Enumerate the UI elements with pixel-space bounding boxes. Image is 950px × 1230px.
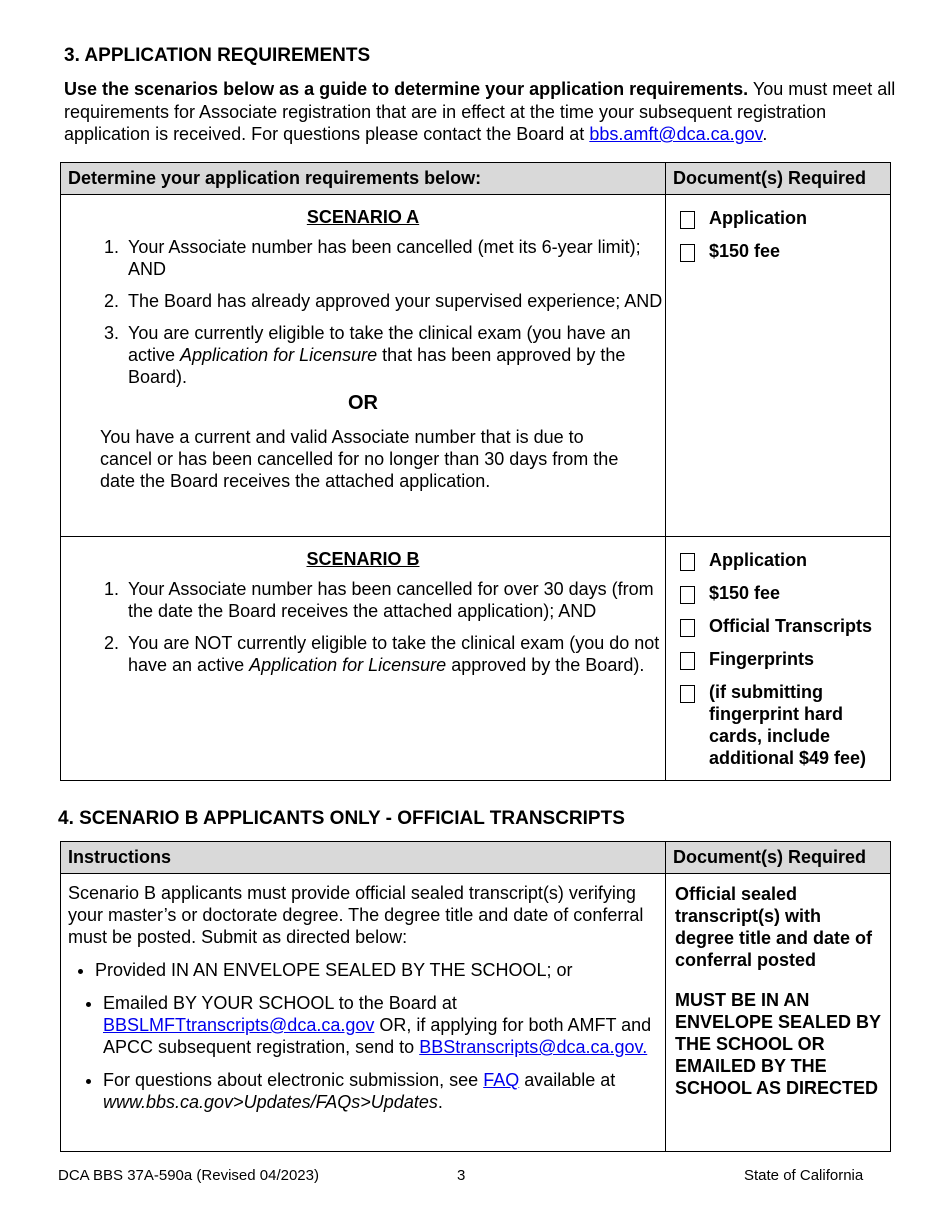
instructions-paragraph: Scenario B applicants must provide official sealed transcript(s) verifying your master’s or doctorate degree. The degree title and date of conferral must be posted. Submit as directed below: xyxy=(68,883,644,947)
checkbox-hard-card-fee[interactable]: (if submitting fingerprint hard cards, include additional $49 fee) xyxy=(678,681,880,769)
scenario-b-item-2: 2. You are NOT currently eligible to take the clinical exam (you do not have an active Application for Licensure approved by the Board). xyxy=(124,632,664,676)
checkbox-icon[interactable] xyxy=(680,619,695,637)
scenario-a-item-3: 3. You are currently eligible to take the clinical exam (you have an active Application for Licensure that has been approved by the Board). xyxy=(124,322,664,388)
required-transcripts: Official sealed transcript(s) with degree title and date of conferral posted xyxy=(675,884,873,970)
page-number: 3 xyxy=(457,1167,466,1184)
scenario-a-alternative: You have a current and valid Associate number that is due to cancel or has been cancelled for no longer than 30 days from the date the Board receives the attached application. xyxy=(100,427,619,491)
scenario-a-row xyxy=(61,195,891,537)
requirements-table xyxy=(60,162,891,781)
checkbox-icon[interactable] xyxy=(680,244,695,262)
intro-end: . xyxy=(762,124,768,144)
checkbox-fee-b[interactable]: $150 fee xyxy=(678,582,880,604)
board-email-link[interactable]: bbs.amft@dca.ca.gov xyxy=(589,124,763,144)
lmft-transcripts-email-link[interactable]: BBSLMFTtranscripts@dca.ca.gov xyxy=(103,1015,375,1035)
transcripts-table xyxy=(60,841,891,1152)
checkbox-application-b[interactable]: Application xyxy=(678,549,880,571)
scenario-a-item-1: 1. Your Associate number has been cancelled (met its 6-year limit); AND xyxy=(124,236,664,280)
col-header-documents: Document(s) Required xyxy=(666,163,891,195)
scenario-b-item-1: 1. Your Associate number has been cancelled for over 30 days (from the date the Board receives the attached application); AND xyxy=(124,578,664,622)
intro-bold: Use the scenarios below as a guide to determine your application requirements. xyxy=(64,79,749,99)
section-3-intro xyxy=(64,78,910,146)
checkbox-icon[interactable] xyxy=(680,586,695,604)
checkbox-icon[interactable] xyxy=(680,211,695,229)
section-3-heading: 3. APPLICATION REQUIREMENTS xyxy=(64,45,371,66)
checkbox-application-a[interactable]: Application xyxy=(678,207,880,229)
section-4-heading: 4. SCENARIO B APPLICANTS ONLY - OFFICIAL TRANSCRIPTS xyxy=(58,808,625,829)
col-header-documents: Document(s) Required xyxy=(666,842,891,874)
checkbox-transcripts[interactable]: Official Transcripts xyxy=(678,615,880,637)
col-header-instructions: Instructions xyxy=(61,842,666,874)
bullet-envelope: • Provided IN AN ENVELOPE SEALED BY THE SCHOOL; or xyxy=(95,959,657,981)
bullet-faq: • For questions about electronic submission, see FAQ available at www.bbs.ca.gov>Updates/FAQs>Updates. xyxy=(103,1069,657,1113)
checkbox-icon[interactable] xyxy=(680,685,695,703)
footer-state: State of California xyxy=(744,1167,864,1184)
faq-link[interactable]: FAQ xyxy=(483,1070,520,1090)
scenario-a-title: SCENARIO A xyxy=(306,207,420,227)
form-number: DCA BBS 37A-590a (Revised 04/2023) xyxy=(58,1167,319,1184)
scenario-a-item-2: 2. The Board has already approved your supervised experience; AND xyxy=(124,290,664,312)
or-divider: OR xyxy=(348,392,378,414)
checkbox-fee-a[interactable]: $150 fee xyxy=(678,240,880,262)
checkbox-icon[interactable] xyxy=(680,652,695,670)
col-header-requirements: Determine your application requirements below: xyxy=(61,163,666,195)
bullet-email: • Emailed BY YOUR SCHOOL to the Board at BBSLMFTtranscripts@dca.ca.gov OR, if applying for both AMFT and APCC subsequent registration, send to BBStranscripts@dca.ca.gov. xyxy=(103,992,657,1058)
intro-text: You must meet all requirements for Associate registration that are in effect at the time your subsequent registration application is received. For questions please contact the Board at xyxy=(64,79,896,144)
transcripts-email-link[interactable]: BBStranscripts@dca.ca.gov. xyxy=(419,1037,648,1057)
scenario-b-row xyxy=(61,537,891,781)
scenario-b-title: SCENARIO B xyxy=(306,549,420,569)
checkbox-fingerprints[interactable]: Fingerprints xyxy=(678,648,880,670)
checkbox-icon[interactable] xyxy=(680,553,695,571)
required-delivery-method: MUST BE IN AN ENVELOPE SEALED BY THE SCHOOL OR EMAILED BY THE SCHOOL AS DIRECTED xyxy=(675,990,881,1098)
